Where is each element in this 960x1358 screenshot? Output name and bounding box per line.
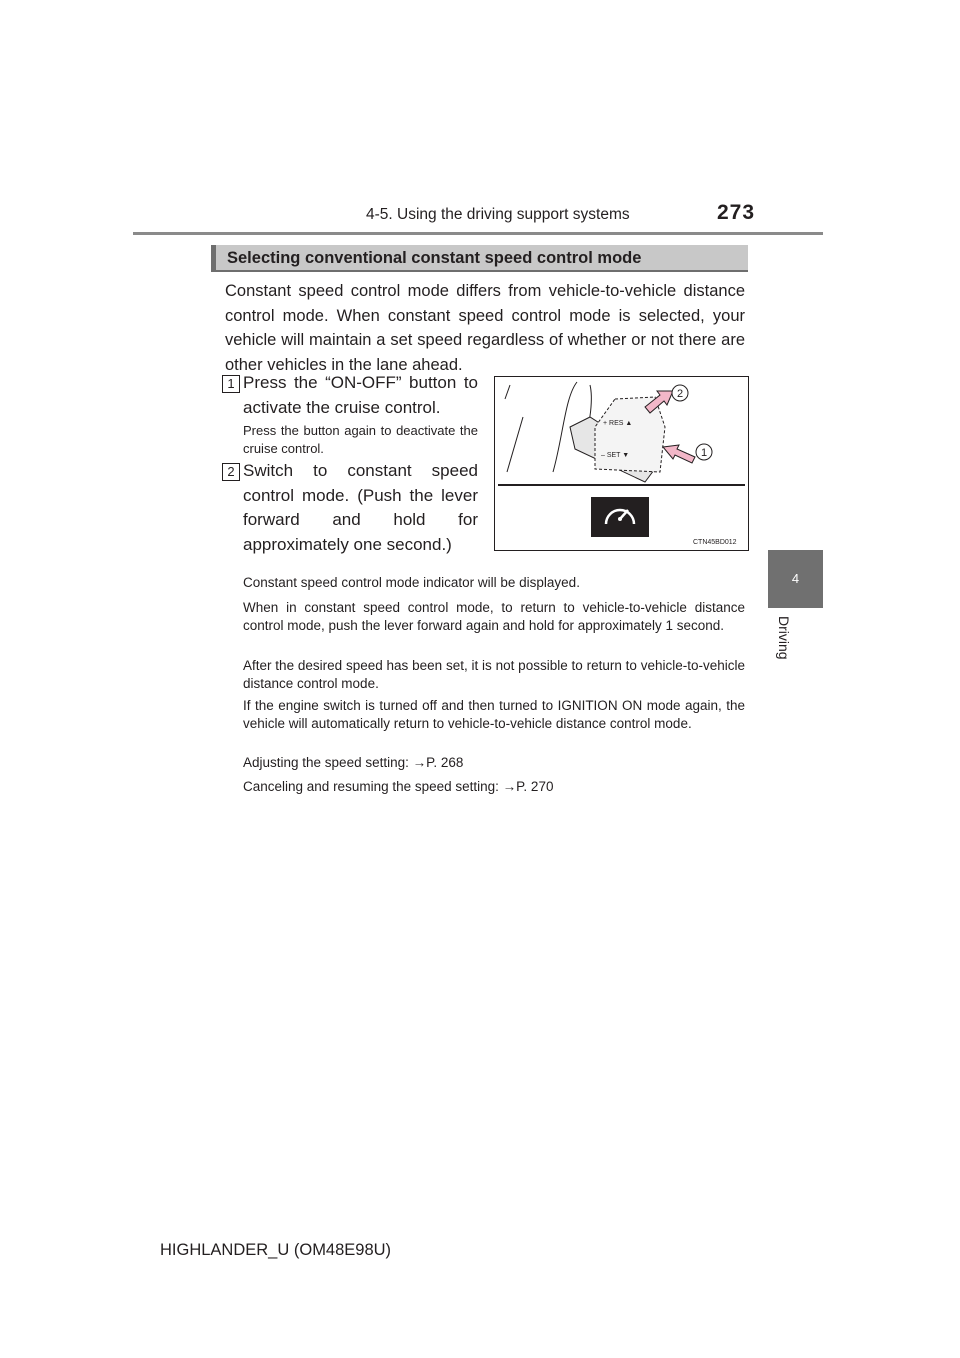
step-number-2: 2 — [222, 463, 240, 481]
lever-res-label: + RES ▲ — [603, 420, 633, 427]
note-indicator-displayed: Constant speed control mode indicator will be displayed. — [243, 575, 580, 590]
callout-1: 1 — [700, 447, 708, 459]
header-rule — [133, 232, 823, 235]
cruise-lever-illustration — [494, 376, 749, 551]
step-2-text: Switch to constant speed control mode. (Push the lever forward and hold for approximately one second.) — [243, 461, 478, 554]
chapter-label — [770, 616, 796, 676]
intro-paragraph: Constant speed control mode differs from vehicle-to-vehicle distance control mode. When constant speed control mode is selected, your vehicle will maintain a set speed regardless of whether or not there are other vehicles in the lane ahead. — [225, 282, 745, 374]
section-title: Selecting conventional constant speed control mode — [227, 249, 642, 267]
note-canceling-resuming: Canceling and resuming the speed setting: →P. 270 — [243, 779, 554, 794]
note-return-to-distance-mode: When in constant speed control mode, to return to vehicle-to-vehicle distance control mode, push the lever forward again and hold for approximately 1 second. — [243, 600, 745, 633]
callout-2: 2 — [676, 388, 684, 400]
chapter-tab — [768, 550, 823, 608]
lever-set-label: – SET ▼ — [601, 452, 630, 459]
page-number: 273 — [717, 201, 756, 224]
note-cannot-return: After the desired speed has been set, it is not possible to return to vehicle-to-vehicle distance control mode. — [243, 658, 745, 691]
press-button-arrow — [663, 445, 695, 463]
chapter-label-text: Driving — [776, 616, 792, 660]
step-number-1: 1 — [222, 375, 240, 393]
note-ignition-reset: If the engine switch is turned off and then turned to IGNITION ON mode again, the vehicle will automatically return to vehicle-to-vehicle distance control mode. — [243, 698, 745, 731]
section-title-bar — [211, 245, 748, 272]
footer-model-code: HIGHLANDER_U (OM48E98U) — [160, 1241, 392, 1259]
note-adjusting-speed: Adjusting the speed setting: →P. 268 — [243, 755, 464, 770]
chapter-number: 4 — [791, 571, 800, 586]
header-section-title: 4-5. Using the driving support systems — [366, 206, 630, 223]
figure-code: CTN45BD012 — [693, 539, 737, 546]
lever-drawing — [495, 377, 748, 550]
step-1-note: Press the button again to deactivate the cruise control. — [243, 423, 478, 456]
step-1-text: Press the “ON-OFF” button to activate the cruise control. — [243, 373, 478, 417]
